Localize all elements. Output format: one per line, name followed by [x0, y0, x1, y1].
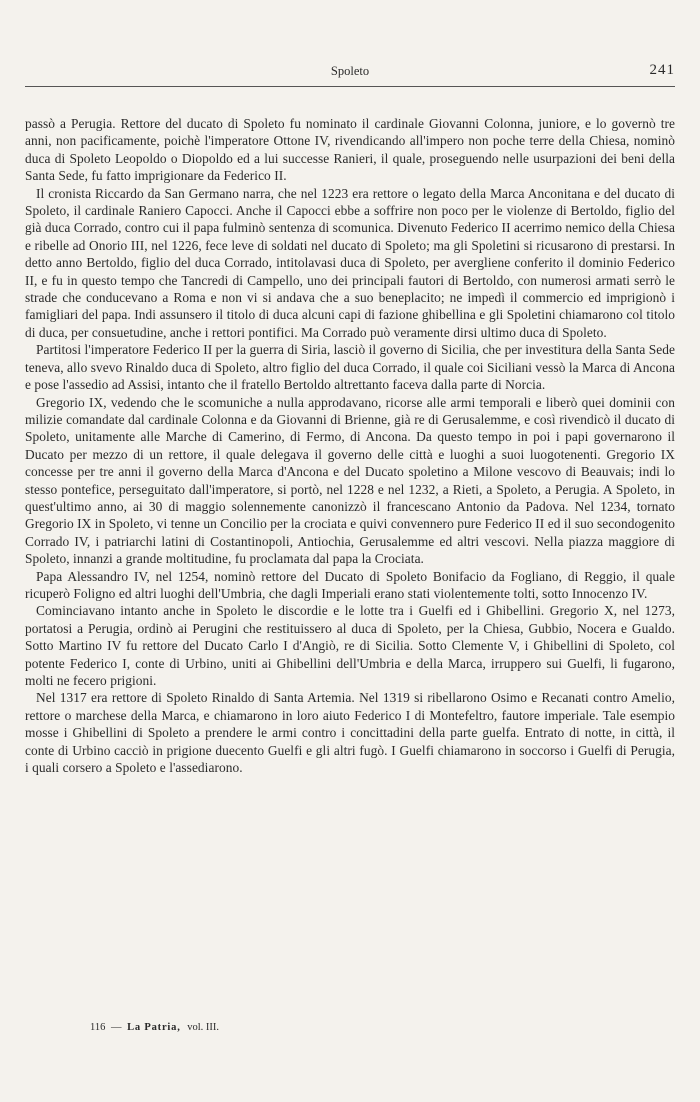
paragraph: Papa Alessandro IV, nel 1254, nominò rettore del Ducato di Spoleto Bonifacio da Fogliano, di Reggio, il quale ricuperò Foligno ed altri luoghi dell'Umbria, che dagli Imperiali erano stati violentemente tolti, sotto Innocenzo IV. [25, 568, 675, 601]
paragraph: Nel 1317 era rettore di Spoleto Rinaldo di Santa Artemia. Nel 1319 si ribellarono Osimo e Recanati contro Amelio, rettore o marchese della Marca, e chiamarono in loro aiuto Federico I di Montefeltro, fautore imperiale. Tale esempio mosse i Ghibellini di Spoleto a prendere le armi contro i concittadini della parte guelfa. Entrato di notte, in città, il conte di Urbino cacciò in prigione duecento Guelfi e gli altri fugò. I Guelfi chiamarono in soccorso i Guelfi di Perugia, i quali corsero a Spoleto e l'assediarono. [25, 690, 675, 776]
running-title: Spoleto [330, 64, 370, 78]
journal-title: La Patria, [127, 1022, 181, 1033]
paragraph: Partitosi l'imperatore Federico II per la guerra di Siria, lasciò il governo di Sicilia, che per investitura della Santa Sede teneva, allo svevo Rinaldo duca di Spoleto, altro figlio del duca Corrado, il quale coi Siciliani vessò la Marca di Ancona e pose l'assedio ad Assisi, intanto che il fratello Bertoldo altrettanto faceva dalla parte di Norcia. [25, 342, 675, 393]
running-header [25, 62, 675, 82]
paragraph: Cominciavano intanto anche in Spoleto le discordie e le lotte tra i Guelfi ed i Ghibellini. Gregorio X, nel 1273, portatosi a Perugia, ordinò ai Perugini che restituissero al duca di Spoleto, per la Chiesa, Gubbio, Nocera e Gualdo. Sotto Martino IV fu rettore del Ducato Carlo I d'Angiò, re di Sicilia. Sotto Clemente V, i Ghibellini di Spoleto, col potente Federico I, conte di Urbino, uniti ai Ghibellini dell'Umbria e della Marca, irruppero sui Guelfi, li fugarono, molti ne fecero prigioni. [25, 603, 675, 688]
volume-label: vol. III. [187, 1022, 220, 1033]
sheet-number: 116 [90, 1022, 106, 1033]
paragraph: Il cronista Riccardo da San Germano narra, che nel 1223 era rettore o legato della Marca Anconitana e del ducato di Spoleto, il cardinale Raniero Capocci. Anche il Capocci ebbe a soffrire non poco per le violenze di Bertoldo, figlio del già duca Corrado, contro cui il papa fulminò sentenza di scomunica. Divenuto Federico II acerrimo nemico della Chiesa e ribelle ad Onorio III, nel 1226, fece leve di soldati nel ducato di Spoleto; ma gli Spoletini si ricusarono di prestarsi. In detto anno Bertoldo, figlio del duca Corrado, intitolavasi duca di Spoleto, per avergliene conferito il dominio Federico II, e fu in questo tempo che Tancredi di Campello, uno dei principali fautori di Bertoldo, con numerosi armati serrò le strade che conducevano a Roma e non vi si andava che a suo beneplacito; ne impedì il commercio ed imprigionò i famigliari del papa. Indi assunsero il titolo di duca alcuni capi di fazione ghibellina e gli Spoletini chiamarono col titolo di duca, per consuetudine, anche i rettori pontifici. Ma Corrado può veramente dirsi ultimo duca di Spoleto. [25, 185, 675, 340]
paragraph: passò a Perugia. Rettore del ducato di Spoleto fu nominato il cardinale Giovanni Colonna, juniore, e lo governò tre anni, non pacificamente, poichè l'imperatore Ottone IV, rivendicando all'impero non poche terre della Chiesa, nominò duca di Spoleto Leopoldo o Diopoldo ed a lui successe Ranieri, il quale, proseguendo nelle usurpazioni dei beni della Santa Sede, fu fatto imprigionare da Federico II. [25, 116, 675, 184]
footer-separator: — [111, 1022, 122, 1033]
page-number: 241 [649, 62, 675, 78]
header-rule [25, 86, 675, 87]
paragraph: Gregorio IX, vedendo che le scomuniche a nulla approdavano, ricorse alle armi temporali e liberò quei dominii con milizie comandate dal cardinale Colonna e da Giovanni di Brienne, già re di Gerusalemme, e così rivendicò il ducato di Spoleto, unitamente alle Marche di Camerino, di Fermo, di Ancona. Da questo tempo in poi i papi governarono il Ducato per mezzo di un rettore, il quale delegava il governo delle città e luoghi a suoi luogotenenti. Gregorio IX concesse per tre anni il governo della Marca d'Ancona e del Ducato spoletino a Milone vescovo di Beauvais; indi lo stesso pontefice, perseguitato dall'imperatore, si portò, nel 1228 e nel 1232, a Rieti, a Spoleto, a Perugia. A Spoleto, in quest'ultimo anno, ai 30 di maggio solennemente canonizzò il francescano Antonio da Padova. Nel 1234, tornato Gregorio IX in Spoleto, vi tenne un Concilio per la crociata e quivi convennero pure Federico II ed il suo secondogenito Corrado IV, i patriarchi latini di Costantinopoli, Antiochia, Gerusalemme ed altri vescovi. Nella piazza maggiore di Spoleto, innanzi a grande moltitudine, fu proclamata dal papa la Crociata. [25, 394, 675, 567]
body-text [25, 115, 675, 776]
signature-line [90, 1022, 219, 1033]
